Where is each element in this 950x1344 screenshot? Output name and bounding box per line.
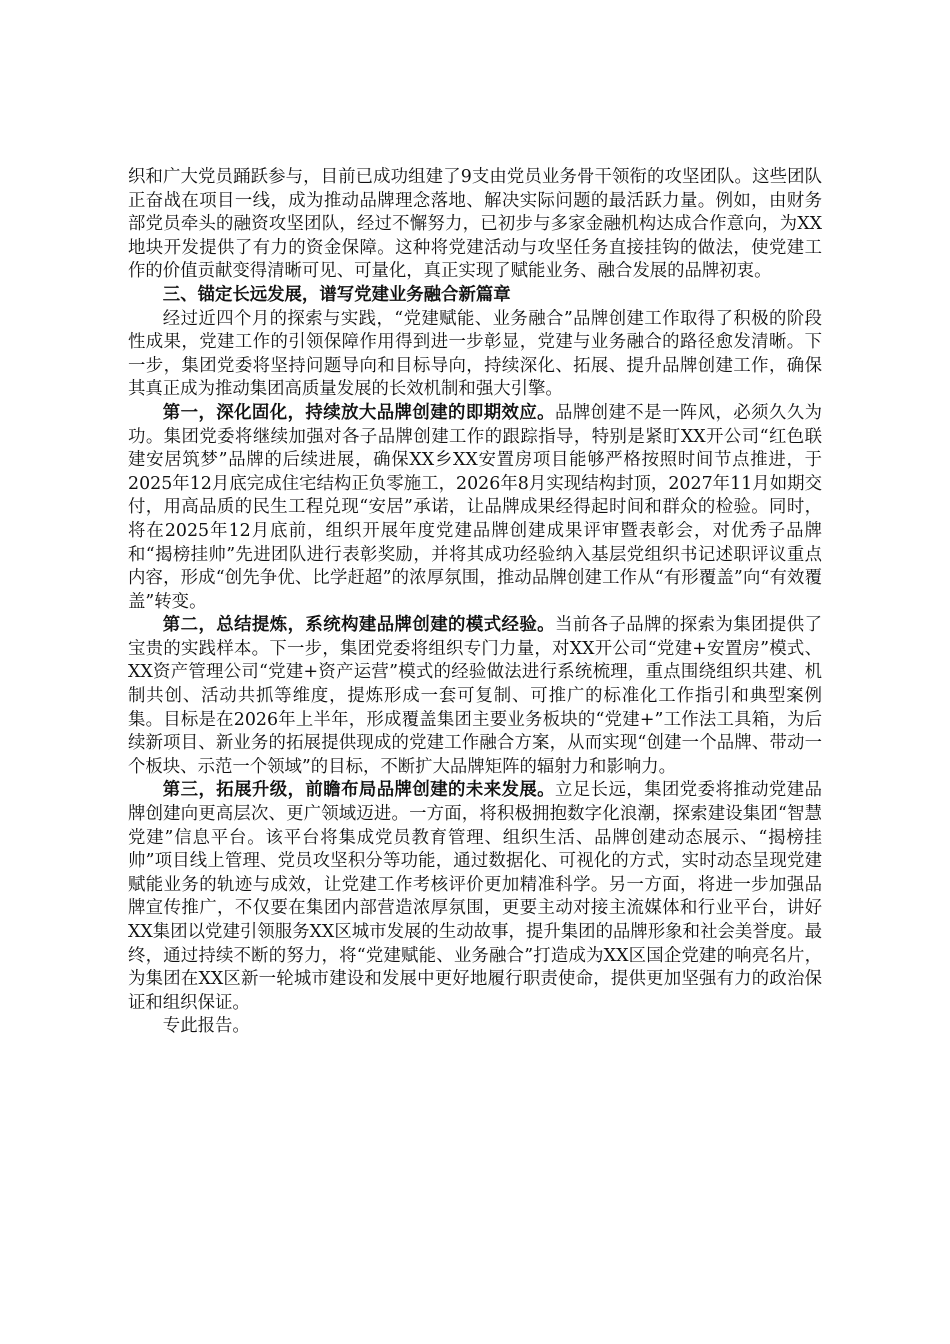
paragraph-expand	[128, 779, 822, 1015]
paragraph-summarize-body: 当前各子品牌的探索为集团提供了宝贵的实践样本。下一步，集团党委将组织专门力量，对XX开公司“党建+安置房”模式、XX资产管理公司“党建+资产运营”模式的经验做法进行系统梳理，重点围绕组织共建、机制共创、活动共抓等维度，提炼形成一套可复制、可推广的标准化工作指引和典型案例集。目标是在2026年上半年，形成覆盖集团主要业务板块的“党建+”工作法工具箱，为后续新项目、新业务的拓展提供现成的党建工作融合方案，从而实现“创建一个品牌、带动一个板块、示范一个领域”的目标，不断扩大品牌矩阵的辐射力和影响力。	[128, 615, 822, 777]
paragraph-summarize-lead: 第二，总结提炼，系统构建品牌创建的模式经验。	[162, 615, 555, 636]
paragraph-next-steps: 经过近四个月的探索与实践，“党建赋能、业务融合”品牌创建工作取得了积极的阶段性成果，党建工作的引领保障作用得到进一步彰显，党建与业务融合的路径愈发清晰。下一步，集团党委将坚持问题导向和目标导向，持续深化、拓展、提升品牌创建工作，确保其真正成为推动集团高质量发展的长效机制和强大引擎。	[128, 308, 822, 400]
document-page	[128, 166, 822, 1039]
paragraph-deepen-lead: 第一，深化固化，持续放大品牌创建的即期效应。	[162, 402, 555, 423]
paragraph-team-results: 织和广大党员踊跃参与，目前已成功组建了9支由党员业务骨干领衔的攻坚团队。这些团队正奋战在项目一线，成为推动品牌理念落地、解决实际问题的最活跃力量。例如，由财务部党员牵头的融资攻坚团队，经过不懈努力，已初步与多家金融机构达成合作意向，为XX地块开发提供了有力的资金保障。这种将党建活动与攻坚任务直接挂钩的做法，使党建工作的价值贡献变得清晰可见、可量化，真正实现了赋能业务、融合发展的品牌初衷。	[128, 167, 822, 282]
closing-line: 专此报告。	[162, 1016, 250, 1037]
paragraph-deepen	[128, 402, 822, 614]
paragraph-summarize	[128, 614, 822, 779]
paragraph-expand-body: 立足长远，集团党委将推动党建品牌创建向更高层次、更广领域迈进。一方面，将积极拥抱数字化浪潮，探索建设集团“智慧党建”信息平台。该平台将集成党员教育管理、组织生活、品牌创建动态展示、“揭榜挂帅”项目线上管理、党员攻坚积分等功能，通过数据化、可视化的方式，实时动态呈现党建赋能业务的轨迹与成效，让党建工作考核评价更加精准科学。另一方面，将进一步加强品牌宣传推广，不仅要在集团内部营造浓厚氛围，更要主动对接主流媒体和行业平台，讲好XX集团以党建引领服务XX区城市发展的生动故事，提升集团的品牌形象和社会美誉度。最终，通过持续不断的努力，将“党建赋能、业务融合”打造成为XX区国企党建的响亮名片，为集团在XX区新一轮城市建设和发展中更好地履行职责使命，提供更加坚强有力的政治保证和组织保证。	[128, 780, 822, 1013]
paragraph-expand-lead: 第三，拓展升级，前瞻布局品牌创建的未来发展。	[162, 780, 555, 801]
section-heading-three: 三、锚定长远发展，谱写党建业务融合新篇章	[162, 284, 511, 305]
paragraph-deepen-body: 品牌创建不是一阵风，必须久久为功。集团党委将继续加强对各子品牌创建工作的跟踪指导，特别是紧盯XX开公司“红色联建安居筑梦”品牌的后续进展，确保XX乡XX安置房项目能够严格按照时间节点推进，于2025年12月底完成住宅结构正负零施工，2026年8月实现结构封顶，2027年11月如期交付，用高品质的民生工程兑现“安居”承诺，让品牌成果经得起时间和群众的检验。同时，将在2025年12月底前，组织开展年度党建品牌创建成果评审暨表彰会，对优秀子品牌和“揭榜挂帅”先进团队进行表彰奖励，并将其成功经验纳入基层党组织书记述职评议重点内容，形成“创先争优、比学赶超”的浓厚氛围，推动品牌创建工作从“有形覆盖”向“有效覆盖”转变。	[128, 402, 822, 612]
